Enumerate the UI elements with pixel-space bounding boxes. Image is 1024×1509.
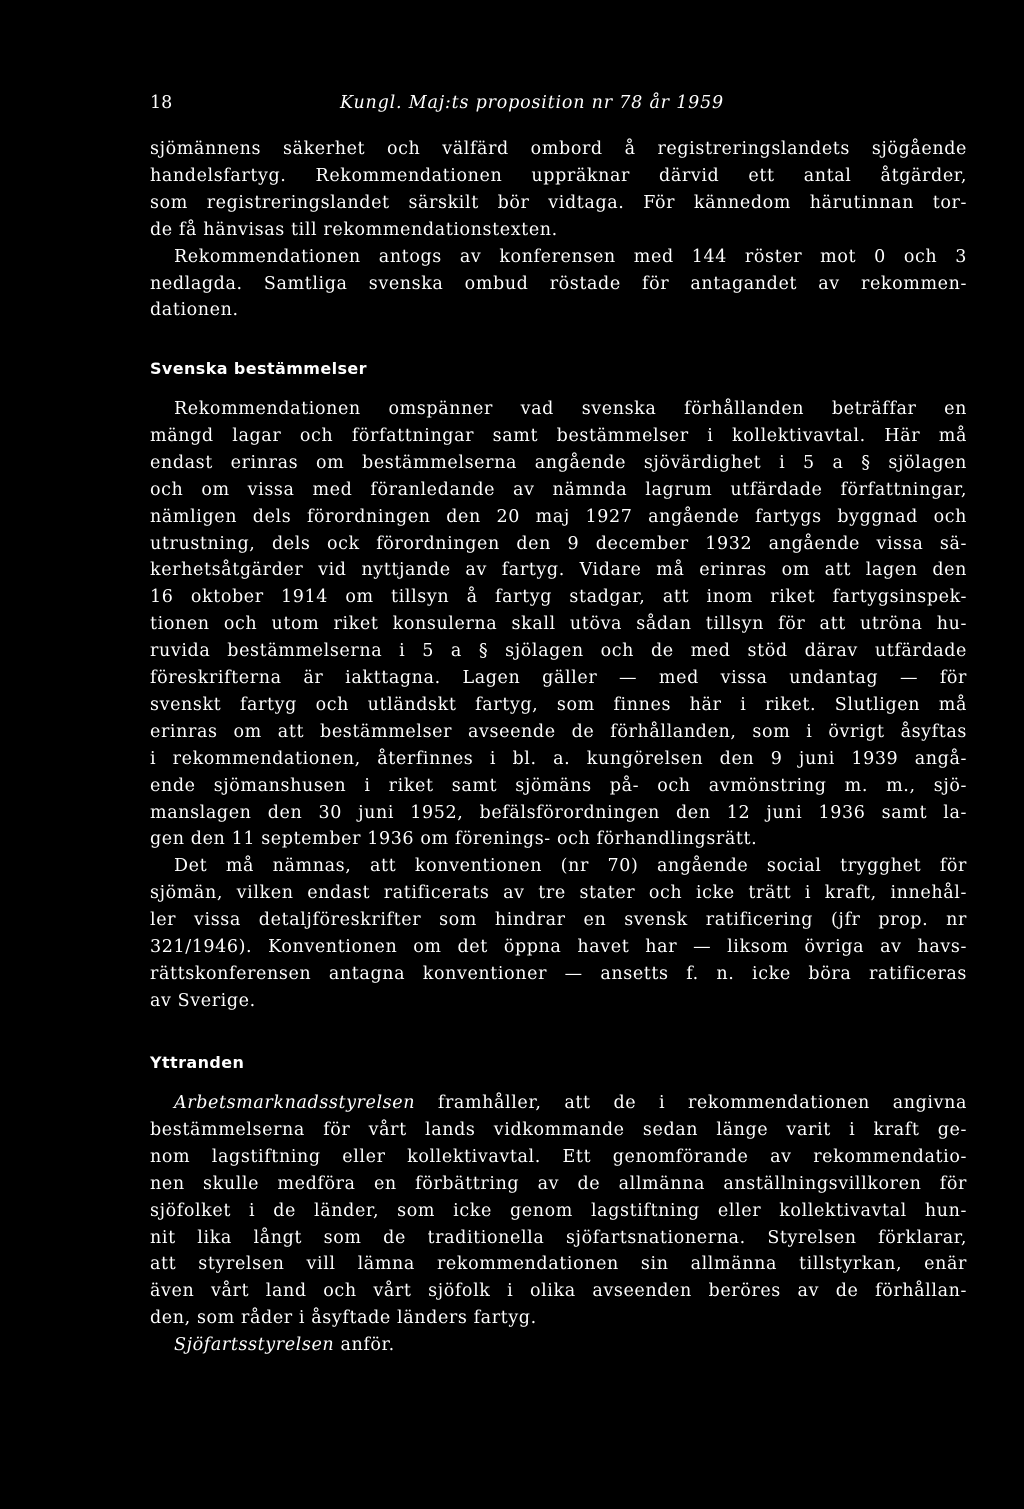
text-line: den, som råder i åsyftade länders fartyg. [150,1308,537,1329]
text-line: sjöfolket i de länder, som icke genom lagstiftning eller kollektivavtal hun- [150,1200,967,1221]
text-line: dationen. [150,300,239,321]
text-line: mängd lagar och författningar samt bestämmelser i kollektivavtal. Här må [150,425,967,446]
text-line: utrustning, dels ock förordningen den 9 december 1932 angående vissa sä- [150,533,967,554]
text-line: som registreringslandet särskilt bör vidtaga. För kännedom härutinnan tor- [150,192,967,213]
text-line: nit lika långt som de traditionella sjöfartsnationerna. Styrelsen förklarar, [150,1227,967,1248]
text-line: handelsfartyg. Rekommendationen uppräknar därvid ett antal åtgärder, [150,165,967,186]
text-line: erinras om att bestämmelser avseende de förhållanden, som i övrigt åsyftas [150,721,967,742]
text-line: svenskt fartyg och utländskt fartyg, som finnes här i riket. Slutligen må [150,694,967,715]
section-heading-svenska-bestammelser: Svenska bestämmelser [150,359,367,378]
text-line: nedlagda. Samtliga svenska ombud röstade för antagandet av rekommen- [150,273,967,294]
page-number: 18 [150,93,173,113]
text-line: och om vissa med föranledande av nämnda lagrum utfärdade författningar, [150,479,967,500]
page-header [150,90,967,116]
text-line: nämligen dels förordningen den 20 maj 1927 angående fartygs byggnad och [150,506,967,527]
text-line: föreskrifterna är iakttagna. Lagen gäller — med vissa undantag — för [150,668,967,688]
section-heading-yttranden: Yttranden [150,1053,245,1072]
text-line: i rekommendationen, återfinnes i bl. a. kungörelsen den 9 juni 1939 angå- [150,748,967,769]
running-title: Kungl. Maj:ts proposition nr 78 år 1959 [340,93,724,113]
text-line: ler vissa detaljföreskrifter som hindrar en svensk ratificering (jfr prop. nr [150,910,967,931]
text-line: de få hänvisas till rekommendationstexten. [150,219,558,240]
text-line: ruvida bestämmelserna i 5 a § sjölagen och de med stöd därav utfärdade [150,641,967,662]
text-line: tionen och utom riket konsulerna skall utöva sådan tillsyn för att utröna hu- [150,614,967,635]
text-line: gen den 11 september 1936 om förenings- och förhandlingsrätt. [150,829,758,850]
text-line: rättskonferensen antagna konventioner — ansetts f. n. icke böra ratificeras [150,963,967,984]
text-line: att styrelsen vill lämna rekommendationen sin allmänna tillstyrkan, enär [150,1254,967,1275]
text-line: bestämmelserna för vårt lands vidkommande sedan länge varit i kraft ge- [150,1119,967,1140]
text-line: kerhetsåtgärder vid nyttjande av fartyg. Vidare må erinras om att lagen den [150,560,967,581]
organization-name: Arbetsmarknadsstyrelsen [174,1093,416,1113]
text-run: framhåller, att de i rekommendationen angivna [415,1093,967,1113]
organization-name: Sjöfartsstyrelsen [174,1335,335,1356]
text-line: manslagen den 30 juni 1952, befälsförordningen den 12 juni 1936 samt la- [150,802,967,823]
text-line: endast erinras om bestämmelserna angående sjövärdighet i 5 a § sjölagen [150,452,967,473]
text-line: även vårt land och vårt sjöfolk i olika avseenden beröres av de förhållan- [150,1281,967,1302]
text-line: ende sjömanshusen i riket samt sjömäns på- och avmönstring m. m., sjö- [150,775,967,796]
text-line: sjömännens säkerhet och välfärd ombord å registreringslandets sjögående [150,139,967,159]
text-line: 321/1946). Konventionen om det öppna havet har — liksom övriga av havs- [150,937,967,957]
text-line: Det må nämnas, att konventionen (nr 70) angående social trygghet för [174,856,967,877]
text-line [174,1090,967,1116]
text-line: Rekommendationen antogs av konferensen med 144 röster mot 0 och 3 [174,246,967,267]
text-line: av Sverige. [150,990,256,1011]
text-line: nen skulle medföra en förbättring av de allmänna anställningsvillkoren för [150,1173,967,1194]
text-line [174,1332,395,1358]
text-line: Rekommendationen omspänner vad svenska förhållanden beträffar en [174,399,967,419]
text-run: anför. [334,1335,395,1356]
text-line: sjömän, vilken endast ratificerats av tre stater och icke trätt i kraft, innehål- [150,883,967,904]
text-line: 16 oktober 1914 om tillsyn å fartyg stadgar, att inom riket fartygsinspek- [150,587,967,608]
text-line: nom lagstiftning eller kollektivavtal. Ett genomförande av rekommendatio- [150,1146,967,1167]
